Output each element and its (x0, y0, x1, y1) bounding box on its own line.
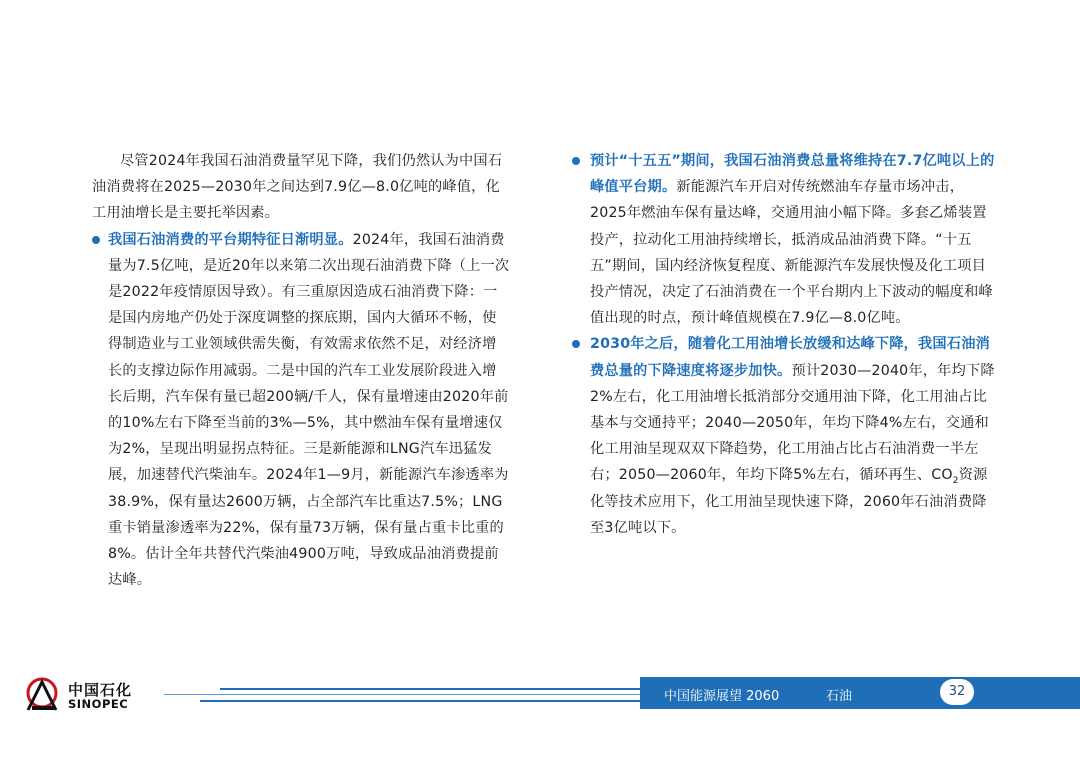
subscript-2: 2 (952, 476, 959, 487)
logo-english-text: SINOPEC (68, 697, 129, 711)
bullet-heading: 2030年之后，随着化工用油增长放缓和达峰下降，我国石油消费总量的下降速度将逐步加快。 (590, 336, 990, 379)
footer-band (640, 677, 1080, 709)
bullet-dot-icon (92, 236, 100, 244)
intro-paragraph: 尽管2024年我国石油消费量罕见下降，我们仍然认为中国石油消费将在2025—2030年之间达到7.9亿—8.0亿吨的峰值，化工用油增长是主要托举因素。 (92, 153, 503, 222)
bullet-point-platform-period (92, 227, 510, 594)
right-column (572, 148, 996, 541)
bullet-heading: 预计“十五五”期间，我国石油消费总量将维持在7.7亿吨以上的峰值平台期。 (590, 153, 995, 196)
bullet-dot-icon (572, 157, 580, 165)
bullet-body-continued: 资源化等技术应用下，化工用油呈现快速下降，2060年石油消费降至3亿吨以下。 (590, 467, 988, 536)
footer-rule (200, 700, 640, 702)
footer-rule (220, 688, 640, 690)
bullet-body: 2024年，我国石油消费量为7.5亿吨，是近20年以来第二次出现石油消费下降（上一次是2022年疫情原因导致）。有三重原因造成石油消费下降：一是国内房地产仍处于深度调整的探底期，国内大循环不畅，使得制造业与工业领域供需失衡，有效需求依然不足，对经济增长的支撑边际作用减弱。二是中国的汽车工业发展阶段进入增长后期，汽车保有量已超200辆/千人，保有量增速由2020年前的10%左右下降至当前的3%—5%，其中燃油车保有量增速仅为2%，呈现出明显拐点特征。三是新能源和LNG汽车迅猛发展，加速替代汽柴油车。2024年1—9月，新能源汽车渗透率为38.9%，保有量达2600万辆，占全部汽车比重达7.5%；LNG重卡销量渗透率为22%，保有量73万辆，保有量占重卡比重的8%。估计全年共替代汽柴油4900万吨，导致成品油消费提前达峰。 (108, 231, 510, 589)
footer-rule-thin (164, 694, 640, 695)
left-column (92, 148, 510, 593)
logo-chinese-text: 中国石化 (68, 681, 133, 699)
bullet-body: 预计2030—2040年，年均下降2%左右，化工用油增长抵消部分交通用油下降，化工用油占比基本与交通持平；2040—2050年，年均下降4%左右，交通和化工用油呈现双双下降趋势，化工用油占比占石油消费一半左右；2050—2060年，年均下降5%左右，循环再生、CO (590, 362, 995, 484)
publication-title: 中国能源展望 2060 (664, 689, 780, 704)
bullet-point-after-2030 (572, 331, 996, 541)
bullet-point-15th-five-year (572, 148, 996, 331)
bullet-dot-icon (572, 340, 580, 348)
bullet-body: 新能源汽车开启对传统燃油车存量市场冲击，2025年燃油车保有量达峰，交通用油小幅下降。多套乙烯装置投产，拉动化工用油持续增长，抵消成品油消费下降。“十五五”期间，国内经济恢复程度、新能源汽车发展快慢及化工项目投产情况，决定了石油消费在一个平台期内上下波动的幅度和峰值出现的时点，预计峰值规模在7.9亿—8.0亿吨。 (590, 179, 993, 327)
sinopec-logo (24, 676, 154, 716)
section-label: 石油 (826, 689, 853, 704)
sinopec-emblem-icon (24, 676, 64, 716)
page-number: 32 (940, 679, 974, 705)
bullet-heading: 我国石油消费的平台期特征日渐明显。 (108, 231, 353, 248)
